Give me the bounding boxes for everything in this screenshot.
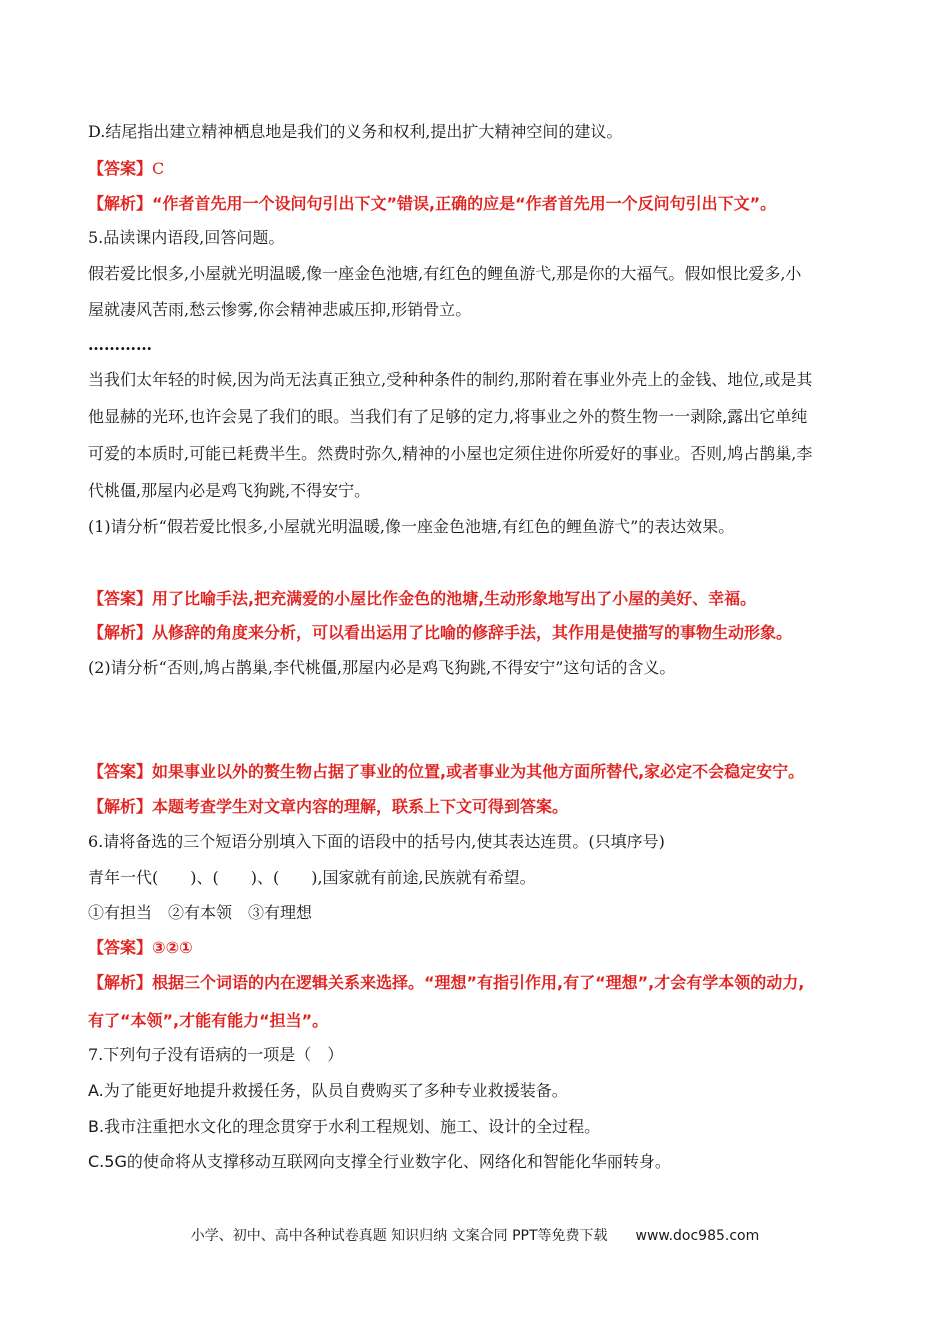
q4-answer: C xyxy=(152,159,165,178)
q6-options: ①有担当 ②有本领 ③有理想 xyxy=(88,903,313,922)
q5-sub1-analysis: 从修辞的角度来分析，可以看出运用了比喻的修辞手法，其作用是使描写的事物生动形象。 xyxy=(152,623,793,642)
q5-sub2-analysis: 本题考查学生对文章内容的理解，联系上下文可得到答案。 xyxy=(152,797,569,816)
q5-passage-line: 屋就凄风苦雨,愁云惨雾,你会精神悲戚压抑,形销骨立。 xyxy=(88,300,472,319)
footer-url[interactable]: www.doc985.com xyxy=(635,1228,760,1244)
q5-passage-line: 假若爱比恨多,小屋就光明温暖,像一座金色池塘,有红色的鲤鱼游弋,那是你的大福气。假如恨比爱多,小 xyxy=(88,264,802,283)
answer-tag: 【答案】 xyxy=(88,159,153,178)
q5-sub2-question: (2)请分析“否则,鸠占鹊巢,李代桃僵,那屋内必是鸡飞狗跳,不得安宁”这句话的含义。 xyxy=(88,658,676,677)
q5-sub1-analysis-line xyxy=(88,621,792,645)
answer-tag: 【答案】 xyxy=(88,762,153,781)
analysis-tag: 【解析】 xyxy=(88,973,153,992)
footer-text: 小学、初中、高中各种试卷真题 知识归纳 文案合同 PPT等免费下载 xyxy=(190,1228,608,1244)
analysis-tag: 【解析】 xyxy=(88,194,153,213)
q5-passage-line: 当我们太年轻的时候,因为尚无法真正独立,受种种条件的制约,那附着在事业外壳上的金钱、地位,或是其 xyxy=(88,370,813,389)
q5-passage-line: 代桃僵,那屋内必是鸡飞狗跳,不得安宁。 xyxy=(88,481,371,500)
q6-analysis-line xyxy=(88,971,804,995)
answer-tag: 【答案】 xyxy=(88,589,153,608)
analysis-tag: 【解析】 xyxy=(88,623,153,642)
q6-sentence: 青年一代( )、( )、( ),国家就有前途,民族就有希望。 xyxy=(88,868,536,887)
q5-sub2-analysis-line xyxy=(88,795,568,819)
q6-analysis: 根据三个词语的内在逻辑关系来选择。“理想”有指引作用,有了“理想”,才会有学本领的动力, xyxy=(152,973,805,992)
q7-option-b: B.我市注重把水文化的理念贯穿于水利工程规划、施工、设计的全过程。 xyxy=(88,1117,601,1136)
page-footer xyxy=(0,1225,950,1245)
q5-passage-line: 他显赫的光环,也许会晃了我们的眼。当我们有了足够的定力,将事业之外的赘生物一一剥除,露出它单纯 xyxy=(88,407,808,426)
q5-sub2-answer: 如果事业以外的赘生物占据了事业的位置,或者事业为其他方面所替代,家必定不会稳定安宁。 xyxy=(152,762,805,781)
q5-passage-line: 可爱的本质时,可能已耗费半生。然费时弥久,精神的小屋也定须住进你所爱好的事业。否则,鸠占鹊巢,李 xyxy=(88,444,813,463)
q5-sub1-answer-line xyxy=(88,587,756,611)
q7-option-c: C.5G的使命将从支撑移动互联网向支撑全行业数字化、网络化和智能化华丽转身。 xyxy=(88,1152,671,1171)
q4-option-d: D.结尾指出建立精神栖息地是我们的义务和权利,提出扩大精神空间的建议。 xyxy=(88,122,623,141)
q6-analysis-continued: 有了“本领”,才能有能力“担当”。 xyxy=(88,1011,329,1030)
q5-title: 5.品读课内语段,回答问题。 xyxy=(88,228,285,247)
q5-sub1-question: (1)请分析“假若爱比恨多,小屋就光明温暖,像一座金色池塘,有红色的鲤鱼游弋”的表达效果。 xyxy=(88,517,735,536)
q5-sub2-answer-line xyxy=(88,760,804,784)
q6-answer: ③②① xyxy=(152,938,193,957)
q5-passage-ellipsis: ………… xyxy=(88,335,152,354)
q6-title: 6.请将备选的三个短语分别填入下面的语段中的括号内,使其表达连贯。(只填序号) xyxy=(88,832,665,851)
q7-title: 7.下列句子没有语病的一项是（ ） xyxy=(88,1045,344,1064)
answer-tag: 【答案】 xyxy=(88,938,153,957)
q7-option-a: A.为了能更好地提升救援任务，队员自费购买了多种专业救援装备。 xyxy=(88,1081,568,1100)
q4-analysis-line xyxy=(88,192,776,216)
q4-analysis: “作者首先用一个设问句引出下文”错误,正确的应是“作者首先用一个反问句引出下文”。 xyxy=(152,194,777,213)
q6-answer-line xyxy=(88,936,193,960)
analysis-tag: 【解析】 xyxy=(88,797,153,816)
q5-sub1-answer: 用了比喻手法,把充满爱的小屋比作金色的池塘,生动形象地写出了小屋的美好、幸福。 xyxy=(152,589,757,608)
q4-answer-line xyxy=(88,157,164,181)
